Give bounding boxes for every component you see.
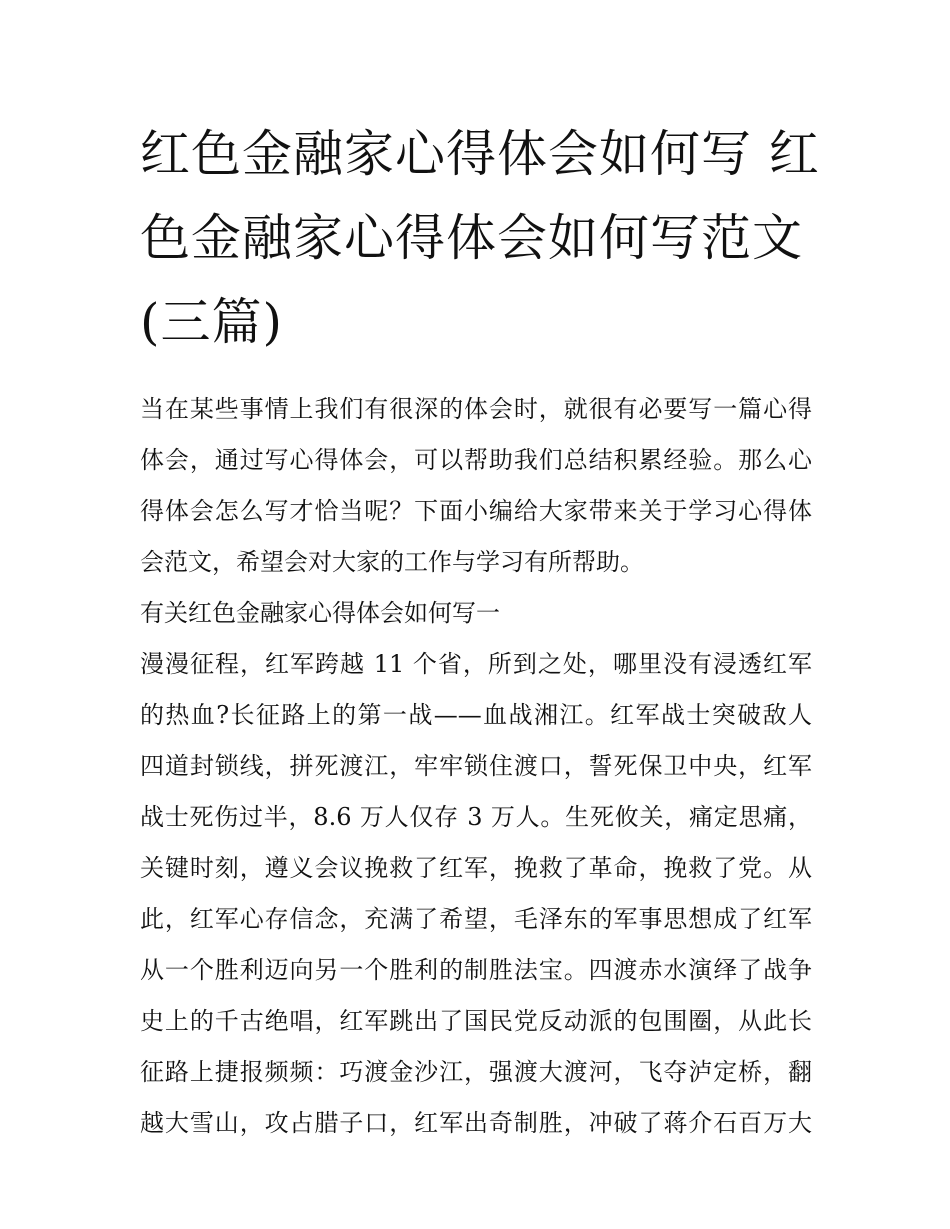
body-line: 征路上捷报频频：巧渡金沙江，强渡大渡河，飞夺泸定桥，翻 bbox=[140, 1058, 812, 1086]
title-line-3: (三篇) bbox=[140, 293, 284, 351]
body-line: 史上的千古绝唱，红军跳出了国民党反动派的包围圈，从此长 bbox=[140, 1007, 812, 1035]
intro-line: 体会，通过写心得体会，可以帮助我们总结积累经验。那么心 bbox=[140, 446, 812, 474]
title-line-1: 红色金融家心得体会如何写 红 bbox=[140, 125, 820, 183]
intro-paragraph bbox=[140, 384, 812, 588]
intro-line: 得体会怎么写才恰当呢？下面小编给大家带来关于学习心得体 bbox=[140, 497, 812, 525]
body-line: 此，红军心存信念，充满了希望，毛泽东的军事思想成了红军 bbox=[140, 905, 812, 933]
section-heading: 有关红色金融家心得体会如何写一 bbox=[140, 599, 500, 627]
body-paragraph bbox=[140, 639, 812, 1149]
body-line: 关键时刻，遵义会议挽救了红军，挽救了革命，挽救了党。从 bbox=[140, 854, 812, 882]
body-line: 从一个胜利迈向另一个胜利的制胜法宝。四渡赤水演绎了战争 bbox=[140, 956, 812, 984]
intro-line: 会范文，希望会对大家的工作与学习有所帮助。 bbox=[140, 548, 644, 576]
document-page bbox=[140, 112, 820, 1149]
title-line-2: 色金融家心得体会如何写范文 bbox=[140, 209, 803, 267]
intro-line: 当在某些事情上我们有很深的体会时，就很有必要写一篇心得 bbox=[140, 395, 812, 423]
body-line: 越大雪山，攻占腊子口，红军出奇制胜，冲破了蒋介石百万大 bbox=[140, 1109, 812, 1137]
body-line: 的热血?长征路上的第一战——血战湘江。红军战士突破敌人 bbox=[140, 701, 812, 729]
body-line: 四道封锁线，拼死渡江，牢牢锁住渡口，誓死保卫中央，红军 bbox=[140, 752, 812, 780]
document-title bbox=[140, 112, 820, 364]
body-line: 战士死伤过半，8.6 万人仅存 3 万人。生死攸关，痛定思痛， bbox=[140, 803, 812, 831]
body-line: 漫漫征程，红军跨越 11 个省，所到之处，哪里没有浸透红军 bbox=[140, 650, 812, 678]
